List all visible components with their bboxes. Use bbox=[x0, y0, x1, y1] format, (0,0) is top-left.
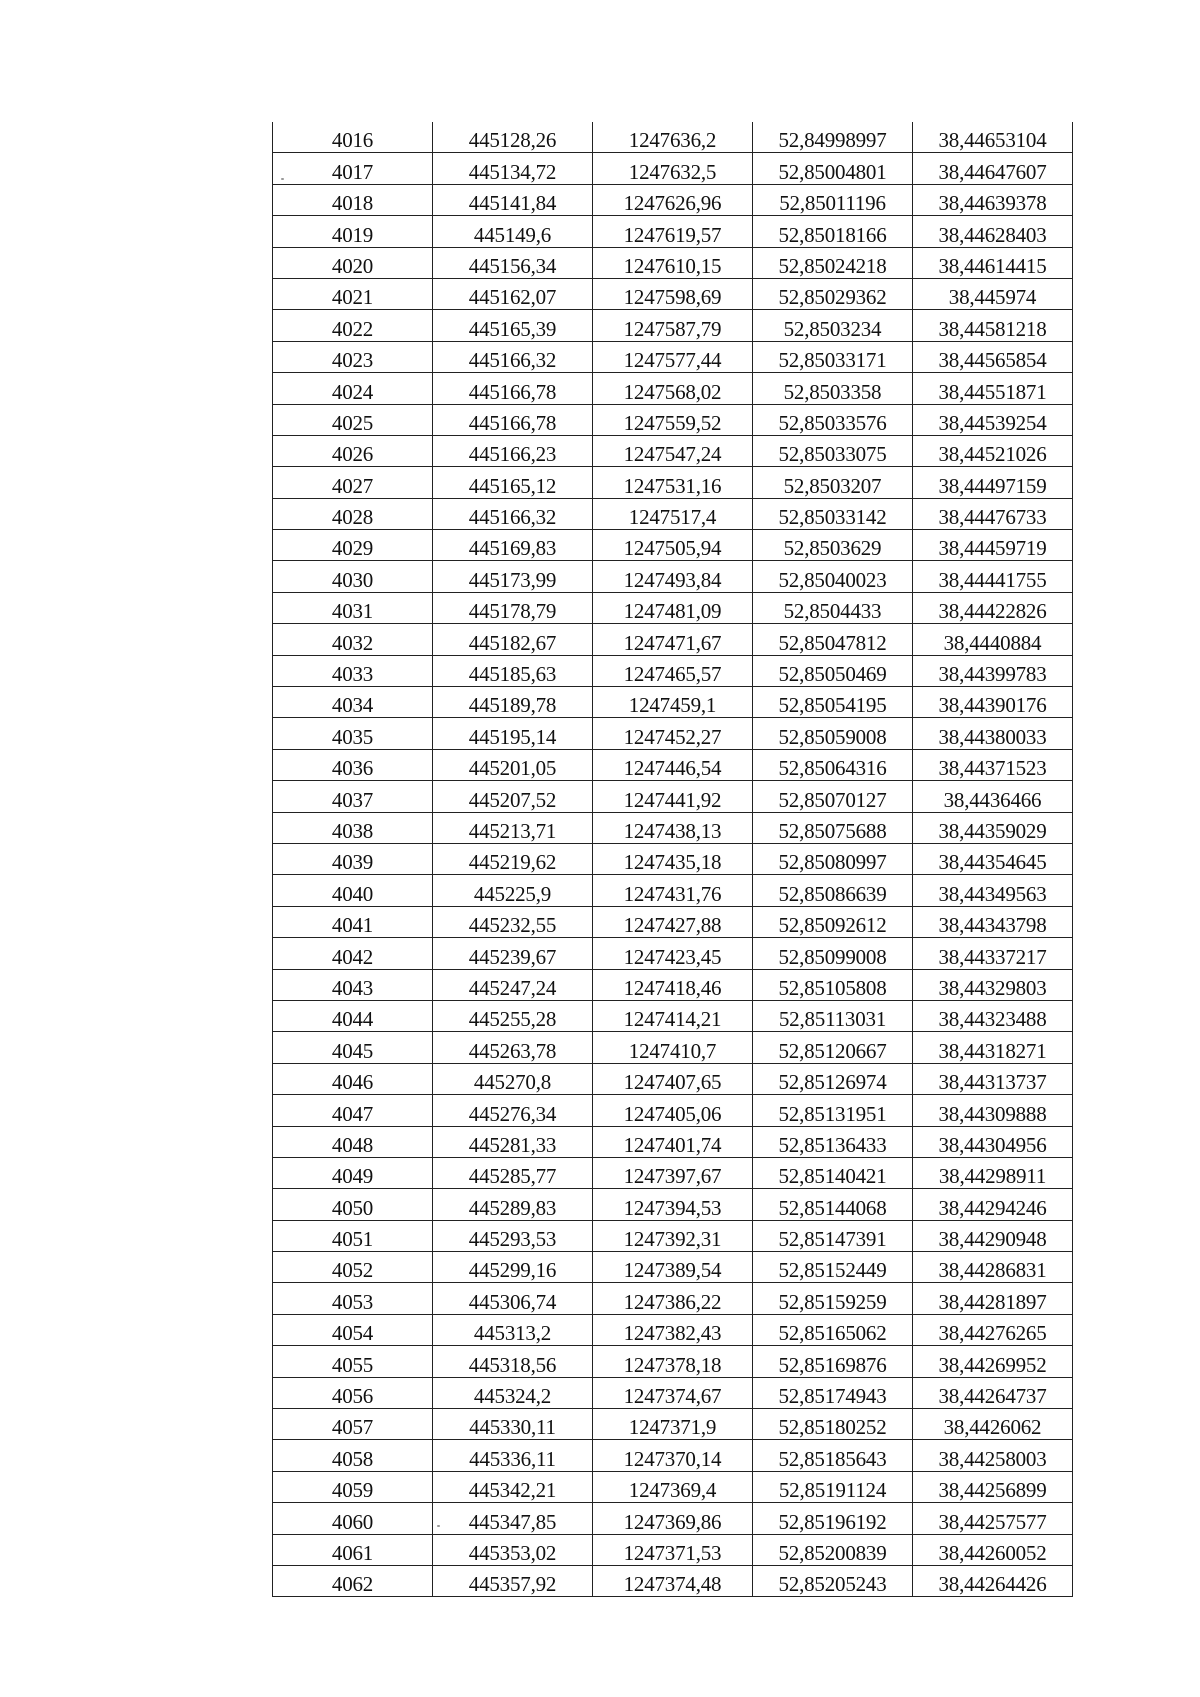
point-number-cell: 4028 bbox=[273, 498, 433, 529]
x-coordinate-cell: 445134,72 bbox=[433, 153, 593, 184]
table-row bbox=[273, 1189, 1073, 1220]
latitude-cell: 52,85099008 bbox=[753, 938, 913, 969]
point-number-cell: 4031 bbox=[273, 592, 433, 623]
y-coordinate-cell: 1247446,54 bbox=[593, 749, 753, 780]
table-row bbox=[273, 938, 1073, 969]
point-number-cell: 4016 bbox=[273, 122, 433, 153]
table-row bbox=[273, 247, 1073, 278]
point-number-cell: 4021 bbox=[273, 278, 433, 309]
table-row bbox=[273, 1063, 1073, 1094]
latitude-cell: 52,85120667 bbox=[753, 1032, 913, 1063]
y-coordinate-cell: 1247394,53 bbox=[593, 1189, 753, 1220]
latitude-cell: 52,85180252 bbox=[753, 1409, 913, 1440]
table-row bbox=[273, 1471, 1073, 1502]
x-coordinate-cell: 445289,83 bbox=[433, 1189, 593, 1220]
x-coordinate-cell: 445285,77 bbox=[433, 1157, 593, 1188]
longitude-cell: 38,44264737 bbox=[913, 1377, 1073, 1408]
latitude-cell: 52,85033142 bbox=[753, 498, 913, 529]
point-number-cell: 4043 bbox=[273, 969, 433, 1000]
y-coordinate-cell: 1247386,22 bbox=[593, 1283, 753, 1314]
longitude-cell: 38,44354645 bbox=[913, 843, 1073, 874]
x-coordinate-cell: 445330,11 bbox=[433, 1409, 593, 1440]
y-coordinate-cell: 1247410,7 bbox=[593, 1032, 753, 1063]
point-number-cell: 4026 bbox=[273, 435, 433, 466]
x-coordinate-cell: 445270,8 bbox=[433, 1063, 593, 1094]
latitude-cell: 52,85033171 bbox=[753, 341, 913, 372]
table-row bbox=[273, 1220, 1073, 1251]
longitude-cell: 38,44286831 bbox=[913, 1252, 1073, 1283]
table-row bbox=[273, 1032, 1073, 1063]
y-coordinate-cell: 1247517,4 bbox=[593, 498, 753, 529]
longitude-cell: 38,44257577 bbox=[913, 1503, 1073, 1534]
point-number-cell: 4027 bbox=[273, 467, 433, 498]
latitude-cell: 52,85075688 bbox=[753, 812, 913, 843]
table-row bbox=[273, 1377, 1073, 1408]
y-coordinate-cell: 1247405,06 bbox=[593, 1095, 753, 1126]
y-coordinate-cell: 1247374,67 bbox=[593, 1377, 753, 1408]
table-row bbox=[273, 969, 1073, 1000]
point-number-cell: 4049 bbox=[273, 1157, 433, 1188]
point-number-cell: 4030 bbox=[273, 561, 433, 592]
y-coordinate-cell: 1247370,14 bbox=[593, 1440, 753, 1471]
table-row bbox=[273, 687, 1073, 718]
table-row bbox=[273, 718, 1073, 749]
y-coordinate-cell: 1247431,76 bbox=[593, 875, 753, 906]
point-number-cell: 4046 bbox=[273, 1063, 433, 1094]
y-coordinate-cell: 1247481,09 bbox=[593, 592, 753, 623]
longitude-cell: 38,44256899 bbox=[913, 1471, 1073, 1502]
x-coordinate-cell: 445342,21 bbox=[433, 1471, 593, 1502]
longitude-cell: 38,44380033 bbox=[913, 718, 1073, 749]
x-coordinate-cell: 445165,12 bbox=[433, 467, 593, 498]
longitude-cell: 38,44497159 bbox=[913, 467, 1073, 498]
longitude-cell: 38,44441755 bbox=[913, 561, 1073, 592]
point-number-cell: 4057 bbox=[273, 1409, 433, 1440]
longitude-cell: 38,44258003 bbox=[913, 1440, 1073, 1471]
longitude-cell: 38,44298911 bbox=[913, 1157, 1073, 1188]
longitude-cell: 38,44639378 bbox=[913, 184, 1073, 215]
point-number-cell: 4025 bbox=[273, 404, 433, 435]
x-coordinate-cell: 445166,78 bbox=[433, 404, 593, 435]
latitude-cell: 52,85159259 bbox=[753, 1283, 913, 1314]
x-coordinate-cell: 445169,83 bbox=[433, 530, 593, 561]
point-number-cell: 4024 bbox=[273, 373, 433, 404]
longitude-cell: 38,4440884 bbox=[913, 624, 1073, 655]
x-coordinate-cell: 445173,99 bbox=[433, 561, 593, 592]
latitude-cell: 52,84998997 bbox=[753, 122, 913, 153]
latitude-cell: 52,85131951 bbox=[753, 1095, 913, 1126]
y-coordinate-cell: 1247531,16 bbox=[593, 467, 753, 498]
latitude-cell: 52,85126974 bbox=[753, 1063, 913, 1094]
latitude-cell: 52,8503358 bbox=[753, 373, 913, 404]
table-row bbox=[273, 843, 1073, 874]
latitude-cell: 52,8503629 bbox=[753, 530, 913, 561]
table-row bbox=[273, 373, 1073, 404]
y-coordinate-cell: 1247389,54 bbox=[593, 1252, 753, 1283]
table-row bbox=[273, 781, 1073, 812]
y-coordinate-cell: 1247636,2 bbox=[593, 122, 753, 153]
x-coordinate-cell: 445166,32 bbox=[433, 498, 593, 529]
y-coordinate-cell: 1247493,84 bbox=[593, 561, 753, 592]
latitude-cell: 52,85200839 bbox=[753, 1534, 913, 1565]
point-number-cell: 4018 bbox=[273, 184, 433, 215]
table-row bbox=[273, 1314, 1073, 1345]
point-number-cell: 4050 bbox=[273, 1189, 433, 1220]
x-coordinate-cell: 445255,28 bbox=[433, 1000, 593, 1031]
longitude-cell: 38,44313737 bbox=[913, 1063, 1073, 1094]
x-coordinate-cell: 445166,78 bbox=[433, 373, 593, 404]
x-coordinate-cell: 445239,67 bbox=[433, 938, 593, 969]
table-row bbox=[273, 592, 1073, 623]
table-row bbox=[273, 1283, 1073, 1314]
longitude-cell: 38,44565854 bbox=[913, 341, 1073, 372]
table-row bbox=[273, 1126, 1073, 1157]
latitude-cell: 52,85205243 bbox=[753, 1565, 913, 1596]
latitude-cell: 52,85054195 bbox=[753, 687, 913, 718]
table-row bbox=[273, 1000, 1073, 1031]
point-number-cell: 4022 bbox=[273, 310, 433, 341]
longitude-cell: 38,44551871 bbox=[913, 373, 1073, 404]
table-row bbox=[273, 561, 1073, 592]
longitude-cell: 38,44323488 bbox=[913, 1000, 1073, 1031]
latitude-cell: 52,85080997 bbox=[753, 843, 913, 874]
latitude-cell: 52,85169876 bbox=[753, 1346, 913, 1377]
x-coordinate-cell: 445156,34 bbox=[433, 247, 593, 278]
x-coordinate-cell: 445201,05 bbox=[433, 749, 593, 780]
x-coordinate-cell: 445336,11 bbox=[433, 1440, 593, 1471]
point-number-cell: 4020 bbox=[273, 247, 433, 278]
point-number-cell: 4019 bbox=[273, 216, 433, 247]
point-number-cell: 4062 bbox=[273, 1565, 433, 1596]
longitude-cell: 38,44459719 bbox=[913, 530, 1073, 561]
x-coordinate-cell: 445247,24 bbox=[433, 969, 593, 1000]
x-coordinate-cell: 445347,85 bbox=[433, 1503, 593, 1534]
x-coordinate-cell: 445185,63 bbox=[433, 655, 593, 686]
latitude-cell: 52,85086639 bbox=[753, 875, 913, 906]
table-row bbox=[273, 184, 1073, 215]
table-row bbox=[273, 1534, 1073, 1565]
table-row bbox=[273, 404, 1073, 435]
point-number-cell: 4055 bbox=[273, 1346, 433, 1377]
point-number-cell: 4053 bbox=[273, 1283, 433, 1314]
point-number-cell: 4039 bbox=[273, 843, 433, 874]
table-row bbox=[273, 435, 1073, 466]
latitude-cell: 52,85147391 bbox=[753, 1220, 913, 1251]
table-row bbox=[273, 216, 1073, 247]
longitude-cell: 38,44476733 bbox=[913, 498, 1073, 529]
table-row bbox=[273, 875, 1073, 906]
table-row bbox=[273, 749, 1073, 780]
latitude-cell: 52,85113031 bbox=[753, 1000, 913, 1031]
longitude-cell: 38,44260052 bbox=[913, 1534, 1073, 1565]
longitude-cell: 38,44269952 bbox=[913, 1346, 1073, 1377]
x-coordinate-cell: 445232,55 bbox=[433, 906, 593, 937]
point-number-cell: 4048 bbox=[273, 1126, 433, 1157]
x-coordinate-cell: 445141,84 bbox=[433, 184, 593, 215]
x-coordinate-cell: 445263,78 bbox=[433, 1032, 593, 1063]
y-coordinate-cell: 1247459,1 bbox=[593, 687, 753, 718]
y-coordinate-cell: 1247441,92 bbox=[593, 781, 753, 812]
y-coordinate-cell: 1247414,21 bbox=[593, 1000, 753, 1031]
latitude-cell: 52,85165062 bbox=[753, 1314, 913, 1345]
longitude-cell: 38,44399783 bbox=[913, 655, 1073, 686]
longitude-cell: 38,44276265 bbox=[913, 1314, 1073, 1345]
y-coordinate-cell: 1247435,18 bbox=[593, 843, 753, 874]
y-coordinate-cell: 1247471,67 bbox=[593, 624, 753, 655]
table-row bbox=[273, 498, 1073, 529]
x-coordinate-cell: 445166,32 bbox=[433, 341, 593, 372]
x-coordinate-cell: 445225,9 bbox=[433, 875, 593, 906]
table-row bbox=[273, 906, 1073, 937]
table-row bbox=[273, 341, 1073, 372]
longitude-cell: 38,44390176 bbox=[913, 687, 1073, 718]
longitude-cell: 38,445974 bbox=[913, 278, 1073, 309]
table-row bbox=[273, 1409, 1073, 1440]
point-number-cell: 4034 bbox=[273, 687, 433, 718]
point-number-cell: 4038 bbox=[273, 812, 433, 843]
latitude-cell: 52,85191124 bbox=[753, 1471, 913, 1502]
latitude-cell: 52,85024218 bbox=[753, 247, 913, 278]
y-coordinate-cell: 1247378,18 bbox=[593, 1346, 753, 1377]
table-row bbox=[273, 655, 1073, 686]
table-row bbox=[273, 310, 1073, 341]
y-coordinate-cell: 1247465,57 bbox=[593, 655, 753, 686]
point-number-cell: 4061 bbox=[273, 1534, 433, 1565]
latitude-cell: 52,85196192 bbox=[753, 1503, 913, 1534]
latitude-cell: 52,85059008 bbox=[753, 718, 913, 749]
point-number-cell: 4044 bbox=[273, 1000, 433, 1031]
longitude-cell: 38,44628403 bbox=[913, 216, 1073, 247]
x-coordinate-cell: 445213,71 bbox=[433, 812, 593, 843]
longitude-cell: 38,44343798 bbox=[913, 906, 1073, 937]
longitude-cell: 38,44614415 bbox=[913, 247, 1073, 278]
table-row bbox=[273, 1503, 1073, 1534]
y-coordinate-cell: 1247427,88 bbox=[593, 906, 753, 937]
latitude-cell: 52,85092612 bbox=[753, 906, 913, 937]
y-coordinate-cell: 1247423,45 bbox=[593, 938, 753, 969]
x-coordinate-cell: 445195,14 bbox=[433, 718, 593, 749]
x-coordinate-cell: 445357,92 bbox=[433, 1565, 593, 1596]
latitude-cell: 52,85050469 bbox=[753, 655, 913, 686]
longitude-cell: 38,44294246 bbox=[913, 1189, 1073, 1220]
x-coordinate-cell: 445313,2 bbox=[433, 1314, 593, 1345]
y-coordinate-cell: 1247401,74 bbox=[593, 1126, 753, 1157]
point-number-cell: 4051 bbox=[273, 1220, 433, 1251]
latitude-cell: 52,85185643 bbox=[753, 1440, 913, 1471]
point-number-cell: 4017 bbox=[273, 153, 433, 184]
y-coordinate-cell: 1247505,94 bbox=[593, 530, 753, 561]
y-coordinate-cell: 1247438,13 bbox=[593, 812, 753, 843]
x-coordinate-cell: 445182,67 bbox=[433, 624, 593, 655]
y-coordinate-cell: 1247369,86 bbox=[593, 1503, 753, 1534]
latitude-cell: 52,85140421 bbox=[753, 1157, 913, 1188]
latitude-cell: 52,8503207 bbox=[753, 467, 913, 498]
longitude-cell: 38,44647607 bbox=[913, 153, 1073, 184]
y-coordinate-cell: 1247371,9 bbox=[593, 1409, 753, 1440]
longitude-cell: 38,44359029 bbox=[913, 812, 1073, 843]
latitude-cell: 52,85018166 bbox=[753, 216, 913, 247]
y-coordinate-cell: 1247547,24 bbox=[593, 435, 753, 466]
latitude-cell: 52,85047812 bbox=[753, 624, 913, 655]
y-coordinate-cell: 1247371,53 bbox=[593, 1534, 753, 1565]
point-number-cell: 4023 bbox=[273, 341, 433, 372]
y-coordinate-cell: 1247559,52 bbox=[593, 404, 753, 435]
table-row bbox=[273, 467, 1073, 498]
latitude-cell: 52,85011196 bbox=[753, 184, 913, 215]
latitude-cell: 52,85174943 bbox=[753, 1377, 913, 1408]
table-row bbox=[273, 1157, 1073, 1188]
point-number-cell: 4033 bbox=[273, 655, 433, 686]
point-number-cell: 4037 bbox=[273, 781, 433, 812]
latitude-cell: 52,85033075 bbox=[753, 435, 913, 466]
x-coordinate-cell: 445128,26 bbox=[433, 122, 593, 153]
y-coordinate-cell: 1247392,31 bbox=[593, 1220, 753, 1251]
coordinates-table-body bbox=[273, 122, 1073, 1597]
table-row bbox=[273, 624, 1073, 655]
latitude-cell: 52,85070127 bbox=[753, 781, 913, 812]
x-coordinate-cell: 445299,16 bbox=[433, 1252, 593, 1283]
point-number-cell: 4040 bbox=[273, 875, 433, 906]
latitude-cell: 52,85029362 bbox=[753, 278, 913, 309]
point-number-cell: 4054 bbox=[273, 1314, 433, 1345]
latitude-cell: 52,8503234 bbox=[753, 310, 913, 341]
y-coordinate-cell: 1247619,57 bbox=[593, 216, 753, 247]
y-coordinate-cell: 1247374,48 bbox=[593, 1565, 753, 1596]
x-coordinate-cell: 445165,39 bbox=[433, 310, 593, 341]
coordinates-table bbox=[272, 122, 1073, 1597]
y-coordinate-cell: 1247452,27 bbox=[593, 718, 753, 749]
longitude-cell: 38,44329803 bbox=[913, 969, 1073, 1000]
x-coordinate-cell: 445166,23 bbox=[433, 435, 593, 466]
longitude-cell: 38,44539254 bbox=[913, 404, 1073, 435]
table-row bbox=[273, 1565, 1073, 1596]
point-number-cell: 4060 bbox=[273, 1503, 433, 1534]
point-number-cell: 4035 bbox=[273, 718, 433, 749]
latitude-cell: 52,85105808 bbox=[753, 969, 913, 1000]
y-coordinate-cell: 1247577,44 bbox=[593, 341, 753, 372]
table-row bbox=[273, 153, 1073, 184]
longitude-cell: 38,44309888 bbox=[913, 1095, 1073, 1126]
latitude-cell: 52,85033576 bbox=[753, 404, 913, 435]
y-coordinate-cell: 1247632,5 bbox=[593, 153, 753, 184]
y-coordinate-cell: 1247382,43 bbox=[593, 1314, 753, 1345]
point-number-cell: 4036 bbox=[273, 749, 433, 780]
y-coordinate-cell: 1247610,15 bbox=[593, 247, 753, 278]
table-row bbox=[273, 812, 1073, 843]
y-coordinate-cell: 1247568,02 bbox=[593, 373, 753, 404]
point-number-cell: 4058 bbox=[273, 1440, 433, 1471]
x-coordinate-cell: 445178,79 bbox=[433, 592, 593, 623]
y-coordinate-cell: 1247418,46 bbox=[593, 969, 753, 1000]
x-coordinate-cell: 445189,78 bbox=[433, 687, 593, 718]
x-coordinate-cell: 445306,74 bbox=[433, 1283, 593, 1314]
latitude-cell: 52,85136433 bbox=[753, 1126, 913, 1157]
y-coordinate-cell: 1247598,69 bbox=[593, 278, 753, 309]
point-number-cell: 4042 bbox=[273, 938, 433, 969]
latitude-cell: 52,85152449 bbox=[753, 1252, 913, 1283]
x-coordinate-cell: 445219,62 bbox=[433, 843, 593, 874]
longitude-cell: 38,44337217 bbox=[913, 938, 1073, 969]
longitude-cell: 38,44304956 bbox=[913, 1126, 1073, 1157]
point-number-cell: 4029 bbox=[273, 530, 433, 561]
x-coordinate-cell: 445276,34 bbox=[433, 1095, 593, 1126]
x-coordinate-cell: 445318,56 bbox=[433, 1346, 593, 1377]
x-coordinate-cell: 445324,2 bbox=[433, 1377, 593, 1408]
y-coordinate-cell: 1247407,65 bbox=[593, 1063, 753, 1094]
longitude-cell: 38,44371523 bbox=[913, 749, 1073, 780]
latitude-cell: 52,85064316 bbox=[753, 749, 913, 780]
longitude-cell: 38,4426062 bbox=[913, 1409, 1073, 1440]
y-coordinate-cell: 1247626,96 bbox=[593, 184, 753, 215]
y-coordinate-cell: 1247587,79 bbox=[593, 310, 753, 341]
point-number-cell: 4045 bbox=[273, 1032, 433, 1063]
longitude-cell: 38,44281897 bbox=[913, 1283, 1073, 1314]
point-number-cell: 4056 bbox=[273, 1377, 433, 1408]
table-row bbox=[273, 1440, 1073, 1471]
x-coordinate-cell: 445293,53 bbox=[433, 1220, 593, 1251]
longitude-cell: 38,44521026 bbox=[913, 435, 1073, 466]
y-coordinate-cell: 1247397,67 bbox=[593, 1157, 753, 1188]
x-coordinate-cell: 445207,52 bbox=[433, 781, 593, 812]
point-number-cell: 4041 bbox=[273, 906, 433, 937]
longitude-cell: 38,4436466 bbox=[913, 781, 1073, 812]
longitude-cell: 38,44653104 bbox=[913, 122, 1073, 153]
longitude-cell: 38,44581218 bbox=[913, 310, 1073, 341]
point-number-cell: 4047 bbox=[273, 1095, 433, 1126]
table-row bbox=[273, 1252, 1073, 1283]
table-row bbox=[273, 278, 1073, 309]
table-row bbox=[273, 1095, 1073, 1126]
longitude-cell: 38,44349563 bbox=[913, 875, 1073, 906]
point-number-cell: 4059 bbox=[273, 1471, 433, 1502]
longitude-cell: 38,44422826 bbox=[913, 592, 1073, 623]
y-coordinate-cell: 1247369,4 bbox=[593, 1471, 753, 1502]
point-number-cell: 4032 bbox=[273, 624, 433, 655]
latitude-cell: 52,8504433 bbox=[753, 592, 913, 623]
x-coordinate-cell: 445281,33 bbox=[433, 1126, 593, 1157]
latitude-cell: 52,85144068 bbox=[753, 1189, 913, 1220]
latitude-cell: 52,85040023 bbox=[753, 561, 913, 592]
table-row bbox=[273, 122, 1073, 153]
longitude-cell: 38,44290948 bbox=[913, 1220, 1073, 1251]
x-coordinate-cell: 445162,07 bbox=[433, 278, 593, 309]
longitude-cell: 38,44318271 bbox=[913, 1032, 1073, 1063]
x-coordinate-cell: 445353,02 bbox=[433, 1534, 593, 1565]
table-row bbox=[273, 1346, 1073, 1377]
table-row bbox=[273, 530, 1073, 561]
point-number-cell: 4052 bbox=[273, 1252, 433, 1283]
longitude-cell: 38,44264426 bbox=[913, 1565, 1073, 1596]
x-coordinate-cell: 445149,6 bbox=[433, 216, 593, 247]
latitude-cell: 52,85004801 bbox=[753, 153, 913, 184]
